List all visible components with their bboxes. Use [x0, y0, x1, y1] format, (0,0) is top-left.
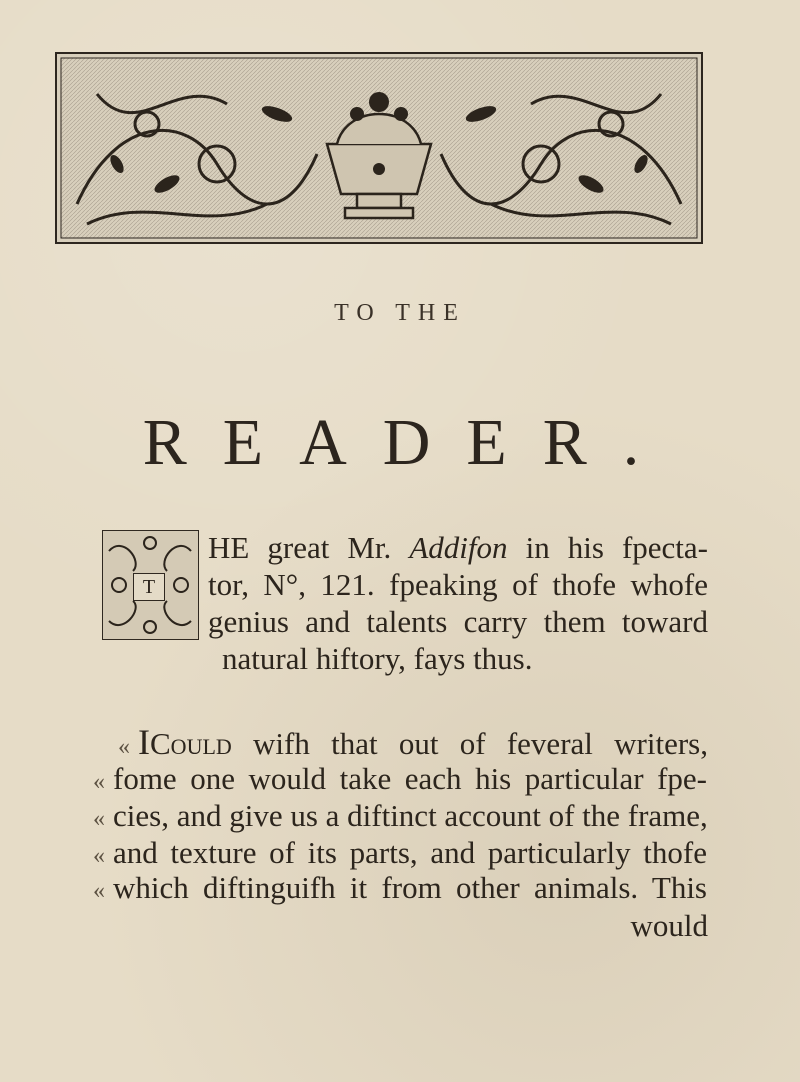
quote-line-2: « fome one would take each his particular fpe- — [93, 761, 707, 796]
text-line-3: genius and talents carry them toward — [208, 604, 708, 639]
heading-reader: READER. — [142, 406, 676, 479]
text-line-1: HE great Mr. Addifon in his fpecta- — [208, 530, 708, 565]
heading-to-the: TO THE — [334, 300, 466, 326]
quote-line-4: « and texture of its parts, and particularly thofe — [93, 835, 707, 870]
quote-line-5: « which diftinguifh it from other animals. This — [93, 870, 707, 905]
floral-ornament-headpiece — [55, 52, 703, 244]
text-line-4: natural hiftory, fays thus. — [222, 641, 533, 676]
quote-line-1: « ICould wifh that out of feveral writers, — [118, 722, 708, 762]
ornamental-initial-icon — [102, 530, 199, 640]
catchword: would — [630, 908, 708, 943]
text-line-2: tor, N°, 121. fpeaking of thofe whofe — [208, 567, 708, 602]
ornament-icon — [57, 54, 701, 242]
quote-line-3: « cies, and give us a diftinct account of the frame, — [93, 798, 708, 833]
initial-letter: T — [133, 573, 165, 601]
